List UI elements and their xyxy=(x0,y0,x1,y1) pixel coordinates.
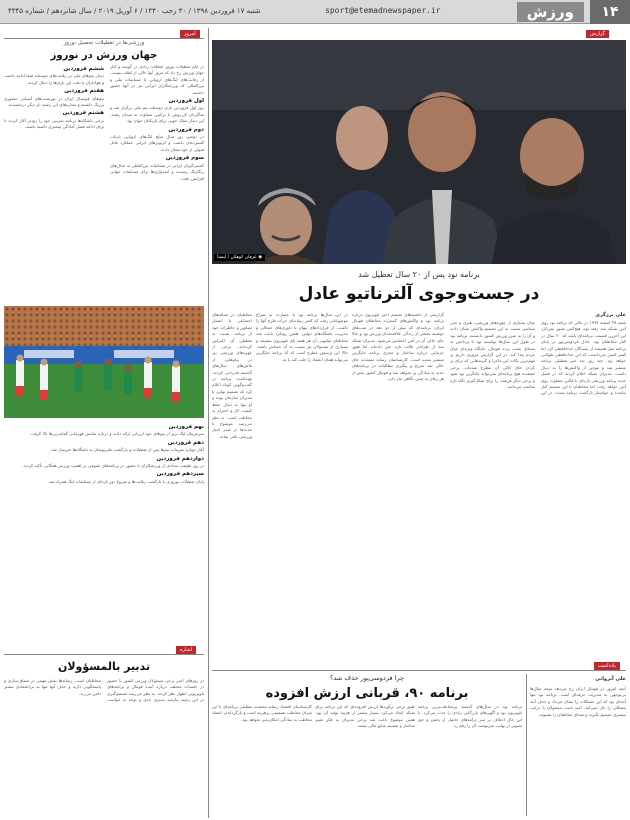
page-number: ۱۴ xyxy=(590,0,630,24)
divider xyxy=(4,38,204,39)
today-col-bottom xyxy=(4,422,204,644)
today-section-title: ششم فروردین xyxy=(63,66,104,72)
tag-report: گزارش xyxy=(586,30,609,38)
today-section-text: در دومین روز سال نتایج لیگ‌های اروپایی بازتاب گسترده‌ای داشت و لژیونرهای ایرانی عملکرد قابل قبولی از خود نشان دادند. xyxy=(110,134,204,152)
main-col-2: گزارشی از حاشیه‌های تصمیم اخیر تلویزیون درباره برنامه نود و واکنش‌های گسترده مخاطبان فوتبال ایران. برنامه‌ای که بیش از دو دهه در شب‌های دوشنبه بخشی از زندگی علاقه‌مندان ورزش بود و حالا جای خالی آن در آنتن احساس می‌شود. مدیران شبکه سه از طراحی قالب تازه خبر داده‌اند اما هنوز جزئیاتی درباره ساختار و مجری برنامه جایگزین منتشر نشده است. کارشناسان رسانه معتقدند جای خالی نقد صریح و پیگیری مطالبات در برنامه‌های جدید به سادگی پر نخواهد شد و فوتبال کشور بیش از هر زمان به چنین نگاهی نیاز دارد. xyxy=(352,312,444,382)
bottom-left-headline: تدبیر بالمسؤولان xyxy=(57,660,151,673)
today-section-title: هشتم فروردین xyxy=(62,110,104,117)
divider xyxy=(212,670,626,671)
right-bottom-body: آنچه امروز در فوتبال ایران رخ می‌دهد نتیجه سال‌ها بی‌توجهی به مدیریت حرفه‌ای است. برنامه نود تنها آینه‌ای بود که این مشکلات را نشان می‌داد و حذف آینه مشکلی را حل نمی‌کند. امید است مسئولان با درایت بیشتری تصمیم بگیرند و صدای مخاطبان را بشنوند. xyxy=(530,686,626,717)
main-col-4: مخاطبان در شبکه‌های اجتماعی با انتشار تصاویر و خاطرات خود از برنامه، نسبت به تعطیلی آن اعتراض کرده‌اند. برخی از چهره‌های ورزشی نیز در پیام‌هایی از تلاش‌های سال‌های گذشته قدردانی کردند. تهیه‌کننده برنامه در گفت‌وگویی کوتاه اعلام کرد که تصمیم نهایی با مدیران سازمان بوده و او تنها به دنبال حفظ کیفیت کار و احترام به مخاطب است. به نظر می‌رسد موضوع تا مدت‌ها در صدر اخبار ورزشی باقی بماند. xyxy=(212,312,252,439)
today-section-title: هفتم فروردین xyxy=(64,88,104,95)
today-headline: جهان ورزش در نوروز xyxy=(50,50,158,61)
football-match-photo xyxy=(4,306,204,418)
right-bottom-byline: علی آبروانی xyxy=(595,676,626,682)
today-section-text: کشتی‌گیران ایرانی در مسابقات بین‌المللی به مدال‌های رنگارنگ رسیدند و امیدواری‌ها برای مسابقات جهانی افزایش یافت. xyxy=(110,162,204,181)
tag-note: یادداشت xyxy=(594,662,620,670)
today-section-title: سوم فروردین xyxy=(165,155,204,162)
main-story-photo xyxy=(212,40,626,264)
photo-credit-text: عرفان کوهکن / ایسنا xyxy=(217,255,257,260)
today-intro: در ایام تعطیلات نوروز اتفاقات زیادی در گوشه و کنار جهان ورزش رخ داد که مرور آنها خالی از لطف نیست. از رقابت‌های لیگ‌های اروپایی تا مسابقات ملی و بین‌المللی که ورزشکاران ایرانی نیز در آنها حضور داشتند. xyxy=(110,64,204,95)
today-section-text: تیم‌های فوتسال ایران در تورنمنت‌های آسیایی حضوری پررنگ داشتند و ستاره‌های این رشته بار دیگر درخشیدند. xyxy=(4,95,104,108)
today-section-text: روز اول فروردین بازی دوستانه تیم ملی برگزار شد و شاگردان کی‌روش با ترکیبی متفاوت به میدان رفتند. این دیدار محک خوبی برای بازیکنان جوان بود. xyxy=(110,105,204,124)
note-col-3: کارشناسان اقتصاد رسانه معتقدند تعطیلی برنامه‌ای با این میزان مخاطب تصمیمی پرهزینه است و بازگرداندن اعتماد مخاطب به سادگی امکان‌پذیر نخواهد بود. xyxy=(212,704,312,722)
photo-credit xyxy=(214,254,265,261)
today-section-text: دیدار تیم‌های ملی در رقابت‌های دوستانه فیفا ادامه داشت و هواداران با دقت این بازی‌ها را دنبال کردند. xyxy=(4,73,104,85)
today-section-text: در روز طبیعت تعدادی از ورزشکاران با حضور در برنامه‌های عمومی بر اهمیت ورزش همگانی تأکید کردند. xyxy=(22,463,204,469)
today-section-text: پایان تعطیلات نوروزی با بازگشت رقابت‌ها و شروع دور تازه‌ای از مسابقات لیگ همراه شد. xyxy=(47,478,204,484)
divider xyxy=(4,654,204,655)
today-section-title: دوم فروردین xyxy=(168,126,204,133)
today-section-title: سیزدهم فروردین xyxy=(156,471,204,478)
note-col-2: طبق برخی برآوردها ارزش افزوده‌ای که این برنامه برای شبکه ایجاد می‌کرد بسیار بیشتر از هزینه تولید آن بود. همین موضوع باعث شد برخی مدیران به فکر تغییر ساختار و تقسیم منابع مالی بیفتند. xyxy=(315,704,415,729)
masthead xyxy=(0,0,630,24)
today-section-title: نهم فروردین xyxy=(168,424,204,430)
today-kicker xyxy=(4,40,204,46)
note-col-1: برنامه نود در سال‌های گذشته پرمخاطب‌ترین برنامه تلویزیون بود و آگهی‌های بازرگانی زیادی را جذب می‌کرد. با این حال اختلاف بر سر درآمدهای حاصل از پخش و حق تصویر در نهایت سرنوشت آن را رقم زد. xyxy=(418,704,522,729)
today-section-text: برخی باشگاه‌ها برنامه تمرینی خود را زودتر آغاز کردند تا برای ادامه فصل آمادگی بیشتری داشته باشند. xyxy=(4,117,104,130)
today-col-right xyxy=(110,64,204,300)
today-section-text: سرمربیان لیگ برتر از تیم‌های خود ارزیابی ارائه دادند و درباره شانس قهرمانی گمانه‌زنی‌ها بالا گرفت. xyxy=(29,431,204,437)
main-byline: علی برزگری xyxy=(595,312,626,318)
main-headline: در جست‌وجوی آلترناتیو عادل xyxy=(298,284,540,304)
today-section-text: آغاز دوباره تمرینات تیم‌ها پس از تعطیلات و بازگشت ملی‌پوشان به باشگاه‌ها خبرساز شد. xyxy=(49,447,204,453)
today-section-title: دهم فروردین xyxy=(167,439,204,446)
column-divider xyxy=(526,674,527,816)
football-photo-illustration xyxy=(4,306,204,418)
tag-ref-note: اشاره xyxy=(176,646,196,654)
today-section-title: دوازدهم فروردین xyxy=(156,455,204,462)
today-kicker-text: ورزشی‌ها در تعطیلات تحصیل نوروز xyxy=(63,40,145,46)
right-col-body: شنبه ۲۷ اسفند ۱۳۹۷ در حالی که برنامه نود روی آنتن شبکه سه رفته بود، هیچ‌کس تصور نمی‌کرد این آخرین قسمت برنامه‌ای باشد که ۲۰ سال در کنار مخاطبان بود. عادل فردوسی‌پور در پایان برنامه مثل همیشه از بینندگان خداحافظی کرد اما کمتر کسی می‌دانست که این خداحافظی طولانی خواهد بود. چند روز بعد خبر تعطیلی برنامه منتشر شد و موجی از واکنش‌ها را به دنبال داشت. مدیران شبکه اعلام کردند که در فصل جدید برنامه ورزشی تازه‌ای با قالبی متفاوت روی آنتن خواهد رفت. اما مخاطبان با این تصمیم کنار نیامدند و خواستار بازگشت برنامه شدند. در این میان بسیاری از چهره‌های ورزشی، هنری و حتی سیاسی نسبت به این تصمیم واکنش نشان دادند و آن را به ضرر ورزش کشور دانستند. برنامه نود در طول این سال‌ها توانسته بود با پرداختن به مسائل پشت پرده فوتبال، جایگاه ویژه‌ای میان مردم پیدا کند. در این گزارش مروری داریم بر مهم‌ترین نکات این ماجرا و گزینه‌هایی که برای پر کردن جای خالی آن مطرح شده‌اند. برخی معتقدند هیچ برنامه‌ای نمی‌تواند جایگزین نود شود و برخی دیگر فرصت را برای شکل‌گیری نگاه تازه مناسب می‌دانند. xyxy=(450,320,626,396)
spectators-photo-illustration xyxy=(212,40,626,264)
note-headline: برنامه ۹۰، قربانی ارزش افزوده xyxy=(265,686,469,701)
today-section-title: اول فروردین xyxy=(168,98,204,105)
main-col-3: در این سال‌ها برنامه نود با جسارت به سراغ موضوعاتی رفت که کمتر رسانه‌ای جرأت طرح آنها را داشت. از قراردادهای پنهان تا داوری‌های جنجالی و مدیریت باشگاه‌های دولتی. همین رویکرد باعث شد مخاطبان میلیونی آن هر هفته پای تلویزیون بنشینند و بسیاری از مسئولان نیز نسبت به آن حساس باشند. حالا این پرسش مطرح است که آیا برنامه جایگزین می‌تواند همان اعتماد را جلب کند یا نه. xyxy=(256,312,348,362)
section-email[interactable]: sport@etemadnewspaper.ir xyxy=(325,6,441,15)
tag-today: امروز xyxy=(180,30,200,38)
issue-date-line: شنبه ۱۷ فروردین ۱۳۹۸ / ۳۰ رجب ۱۴۴۰ / ۶ آوریل ۲۰۱۹ / سال شانزدهم / شماره ۴۳۴۵ xyxy=(8,7,261,15)
note-kicker: چرا فردوسی‌پور حذف شد؟ xyxy=(330,674,404,682)
main-kicker: برنامه نود پس از ۲۰ سال تعطیل شد xyxy=(358,270,480,279)
camera-icon: ◉ xyxy=(258,255,263,260)
bottom-left-body: در روزهای اخیر برخی مسئولان ورزش کشور با حضور در جلسات مختلف درباره آینده فوتبال و برنامه‌های تلویزیونی اظهار نظر کردند. به نظر می‌رسد تصمیم‌گیری در این زمینه نیازمند تدبیری جدی و توجه به خواست مخاطبان است. رسانه‌ها نقش مهمی در شفاف‌سازی و پاسخگویی دارند و حذف آنها تنها به بی‌اعتمادی بیشتر دامن می‌زند. xyxy=(4,678,204,703)
section-title: ورزش xyxy=(517,2,584,22)
column-divider xyxy=(208,28,209,818)
today-col-left xyxy=(4,64,104,300)
